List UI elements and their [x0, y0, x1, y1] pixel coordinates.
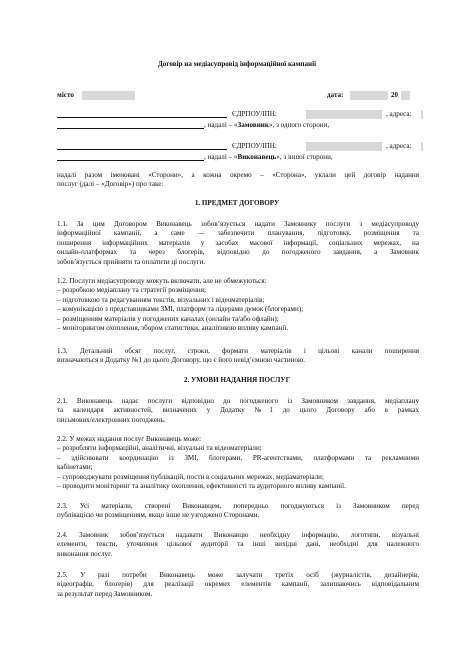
- paragraph-line: письмових/електронних погоджень.: [57, 415, 166, 424]
- paragraph-line: 1.3. Детальний обсяг послуг, строки, формати матеріалів і цільові канали поширення: [57, 347, 419, 355]
- list-item: – розробкою медіаплану та стратегії розміщення;: [57, 286, 206, 295]
- list-item: – проводити моніторинг та аналітику охоплення, ефективності та аудиторного впливу кампанії.: [57, 482, 346, 491]
- paragraph-line: онлайн-платформах та через блогерів, відповідно до погодженого завдання, а Замовник: [57, 248, 419, 257]
- list-item: – супроводжувати розміщення публікацій, пости в соціальних мережах, медіаматеріали;: [57, 472, 324, 481]
- preamble-line: послуг (далі – «Договір») про таке:: [57, 180, 164, 189]
- list-intro: 1.2. Послуги медіасупроводу можуть включати, але не обмежуються:: [57, 277, 267, 285]
- section2-p2: [57, 435, 419, 491]
- preamble: [57, 171, 419, 190]
- party1-role-line: [204, 121, 329, 130]
- paragraph-line: 2.1. Виконавець надає послуги відповідно до погодженого із Замовником завдання, медіаплану: [57, 397, 419, 405]
- paragraph-line: за результат перед Замовником.: [57, 589, 153, 598]
- paragraph-line: інформаційної кампанії, а саме — забезпечити планування, підготовку, розміщення та: [57, 229, 419, 238]
- paragraph-line: елементи, тексти, уточнення цільової аудиторії та інші вихідні дані, необхідні для належного: [57, 540, 419, 549]
- list-intro: 2.2. У межах надання послуг Виконавець може:: [57, 435, 202, 443]
- city-label: місто: [57, 91, 74, 99]
- preamble-line: надалі разом іменовані «Сторони», а кожна окремо – «Сторона», уклали цей договір надання: [57, 171, 419, 179]
- party1-role: Замовник: [237, 121, 269, 129]
- party2-role-prefix: , надалі – «: [204, 153, 238, 161]
- year-field[interactable]: [401, 91, 410, 100]
- section1-heading: 1. ПРЕДМЕТ ДОГОВОРУ: [194, 199, 280, 207]
- paragraph-line: відеографів, блогерів) для реалізації окремих елементів кампанії, залишаючись відповідальним: [57, 580, 419, 589]
- year-prefix: 20: [391, 91, 399, 99]
- paragraph-line: виконання послуг.: [57, 549, 112, 558]
- list-item: – розміщенням матеріалів у погоджених каналах (онлайн та/або офлайн);: [57, 314, 279, 323]
- paragraph-line: 2.4. Замовник зобов’язується надавати Виконавцю необхідну інформацію, логотипи, візуальні: [57, 531, 419, 539]
- section2-p5: [57, 571, 419, 599]
- paragraph-line: та календаря активностей, визначених у Додатку №1 до цього Договору або в рамках: [57, 406, 419, 415]
- list-item: – здійснювати координацію із ЗМІ, блогерами, PR-агентствами, платформами та рекламними: [57, 453, 419, 462]
- party2-address-field[interactable]: [421, 142, 423, 151]
- section2-p3: [57, 502, 419, 521]
- party2-name-line1[interactable]: [57, 141, 227, 150]
- party1-name-line2[interactable]: [57, 120, 204, 129]
- document-title: Договір на медіасупровід інформаційної кампанії: [157, 60, 317, 68]
- party2-role-line: [204, 153, 333, 162]
- section1-p1: [57, 220, 419, 267]
- paragraph-line: зобов’язується прийняти та оплатити ці послуги.: [57, 257, 206, 266]
- party2-role-suffix: », з іншої сторони,: [276, 153, 333, 161]
- date-field[interactable]: [350, 91, 388, 100]
- party1-name-line1[interactable]: [57, 109, 227, 118]
- paragraph-line: 1.1. За цим Договором Виконавець зобов’язується надати Замовнику послуги з медіасупроводу: [57, 220, 419, 228]
- party2-address-label: , адреса:: [386, 142, 412, 150]
- section2-heading: 2. УМОВИ НАДАННЯ ПОСЛУГ: [183, 376, 291, 384]
- date-label: дата:: [327, 91, 344, 99]
- list-item: кабінетами;: [57, 463, 93, 472]
- paragraph-line: 2.5. У разі потреби Виконавець може залучати третіх осіб (журналістів, дизайнерів,: [57, 571, 419, 579]
- party1-role-suffix: », з одного сторони,: [268, 121, 330, 129]
- party1-role-prefix: , надалі – «: [204, 121, 238, 129]
- paragraph-line: 2.3. Усі матеріали, створені Виконавцем, попередньо погоджуються із Замовником перед: [57, 502, 419, 510]
- party1-edrpou-field[interactable]: [306, 110, 382, 119]
- party2-edrpou-label: ЄДРПОУ/ІПН:: [232, 142, 277, 150]
- section1-p2: [57, 277, 303, 333]
- list-item: – підготовкою та редагуванням текстів, візуальних і відеоматеріалів;: [57, 295, 265, 304]
- city-field[interactable]: [82, 91, 135, 100]
- paragraph-line: визначаються в Додатку №1 до цього Договору, що є його невід’ємною частиною.: [57, 356, 306, 365]
- party2-edrpou-field[interactable]: [306, 142, 382, 151]
- section1-p3: [57, 347, 419, 366]
- party1-address-field[interactable]: [421, 110, 423, 119]
- list-item: – комунікацією з представниками ЗМІ, платформ та лідерами думок (блогерами);: [57, 305, 304, 314]
- party1-address-label: , адреса:: [386, 110, 412, 118]
- party2-role: Виконавець: [237, 153, 277, 161]
- list-item: – моніторингом охоплення, збором статистики, аналітикою впливу кампанії.: [57, 324, 289, 333]
- paragraph-line: публікацією чи розміщенням, якщо інше не узгоджено Сторонами.: [57, 511, 260, 520]
- party1-edrpou-label: ЄДРПОУ/ІПН:: [232, 110, 277, 118]
- section2-p1: [57, 397, 419, 425]
- section2-p4: [57, 531, 419, 559]
- party2-name-line2[interactable]: [57, 152, 204, 161]
- list-item: – розробляти інформаційні, аналітичні, візуальні та відеоматеріали;: [57, 444, 262, 453]
- paragraph-line: поширення інформаційних матеріалів у засобах масової інформації, соціальних мережах, на: [57, 238, 419, 247]
